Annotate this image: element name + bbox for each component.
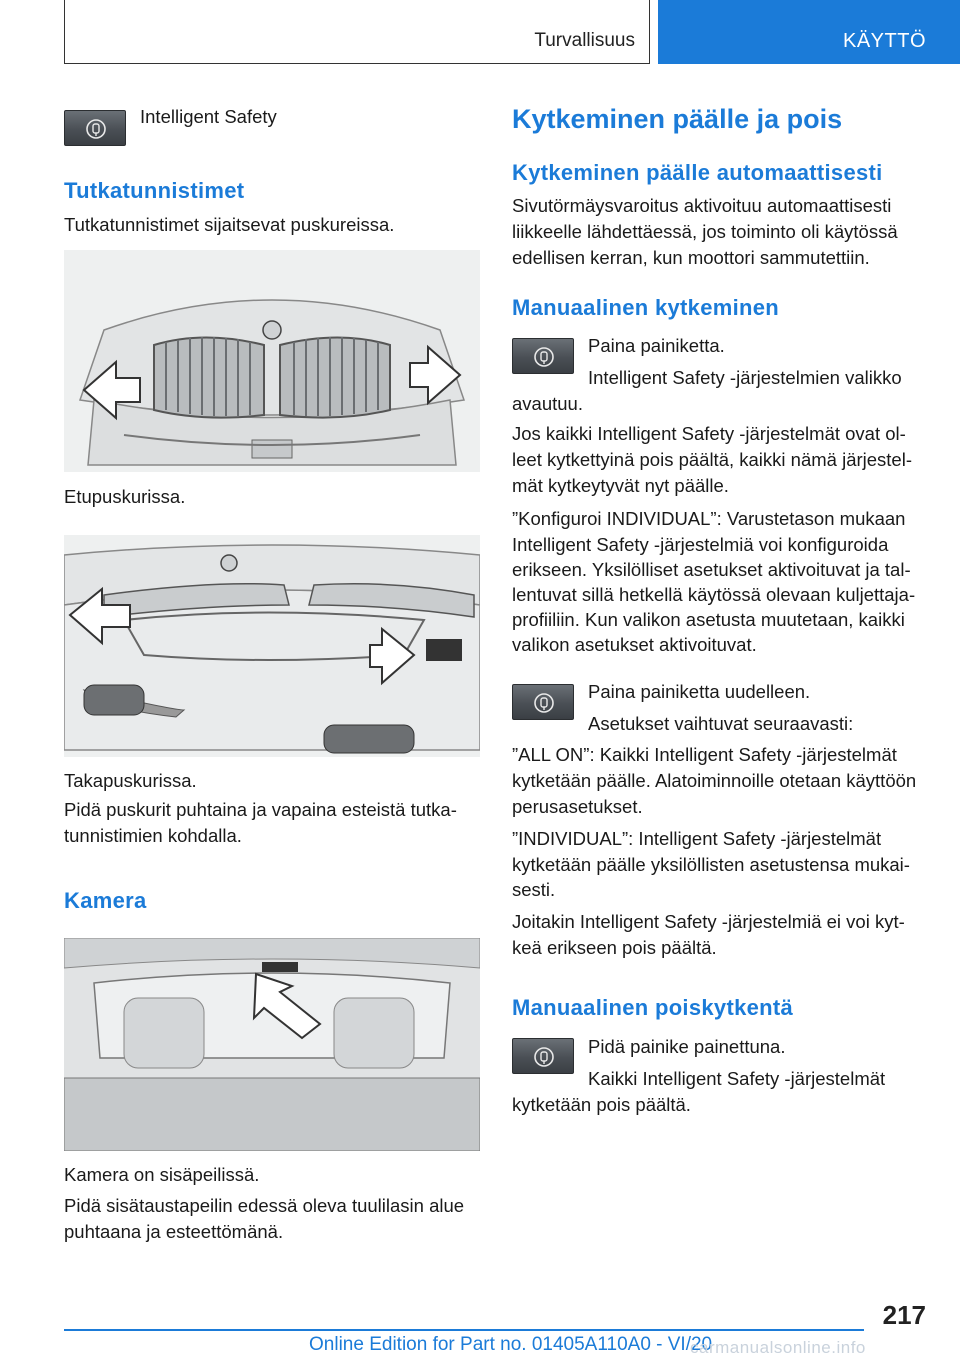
some-line-1: Joitakin Intelligent Safety -järjestelmiä ei voi kyt- xyxy=(512,911,905,932)
front-bumper-image xyxy=(64,250,480,472)
button-icon-step3 xyxy=(512,1038,574,1074)
heading-sensors: Tutkatunnistimet xyxy=(64,178,245,203)
configure-line-6: valikon asetukset aktivoituvat. xyxy=(512,634,757,655)
all-text-line-1: Jos kaikki Intelligent Safety -järjestelmät ovat ol- xyxy=(512,423,906,444)
sensors-text: Tutkatunnistimet sijaitsevat puskureissa. xyxy=(64,214,395,235)
button-icon-step1 xyxy=(512,338,574,374)
clean-text-line-1: Pidä puskurit puhtaina ja vapaina esteistä tutka- xyxy=(64,799,457,820)
footer-edition: Online Edition for Part no. 01405A110A0 - VI/20 xyxy=(309,1334,713,1355)
step2-result: Asetukset vaihtuvat seuraavasti: xyxy=(588,713,854,734)
caption-camera: Kamera on sisäpeilissä. xyxy=(64,1164,260,1185)
individual-line-3: sesti. xyxy=(512,879,556,900)
camera-text-line-1: Pidä sisätaustapeilin edessä oleva tuulilasin alue xyxy=(64,1195,465,1216)
heading-camera: Kamera xyxy=(64,888,147,913)
heading-off: Manuaalinen poiskytkentä xyxy=(512,995,794,1020)
clean-text-line-2: tunnistimien kohdalla. xyxy=(64,825,242,846)
chapter-tab xyxy=(658,0,960,64)
auto-text-line-2: liikkeelle lähdettäessä, jos toiminto oli käytössä xyxy=(512,221,898,242)
configure-line-3: erikseen. Yksilölliset asetukset aktivoituvat ja tal- xyxy=(512,559,911,580)
page-number: 217 xyxy=(882,1300,926,1330)
caption-rear: Takapuskurissa. xyxy=(64,770,197,791)
allon-line-2: kytketään päälle. Alatoiminnoille otetaan käyttöön xyxy=(512,770,917,791)
configure-line-2: Intelligent Safety -järjestelmiä voi konfiguroida xyxy=(512,534,889,555)
camera-text-line-2: puhtaana ja esteettömänä. xyxy=(64,1221,284,1242)
watermark: carmanualsonline.info xyxy=(690,1338,866,1357)
all-text-line-3: mät kytkeytyvät nyt päälle. xyxy=(512,475,729,496)
auto-text-line-1: Sivutörmäysvaroitus aktivoituu automaattisesti xyxy=(512,195,892,216)
footer-rule xyxy=(64,1329,864,1331)
step3-result-line-2: kytketään pois päältä. xyxy=(512,1094,691,1115)
individual-line-2: kytketään päälle yksilöllisten asetustensa mukai- xyxy=(512,854,910,875)
button-icon-step2 xyxy=(512,684,574,720)
step1-result-line-1: Intelligent Safety -järjestelmien valikko xyxy=(588,367,902,388)
heading-manual: Manuaalinen kytkeminen xyxy=(512,295,780,320)
step3-result-line-1: Kaikki Intelligent Safety -järjestelmät xyxy=(588,1068,886,1089)
camera-image xyxy=(64,938,480,1151)
section-title: Turvallisuus xyxy=(534,30,635,51)
running-header-box xyxy=(64,0,650,64)
allon-line-1: ”ALL ON”: Kaikki Intelligent Safety -järjestelmät xyxy=(512,744,897,765)
step2-text: Paina painiketta uudelleen. xyxy=(588,681,811,702)
auto-text-line-3: edellisen kerran, kun moottori sammutettiin. xyxy=(512,247,870,268)
button-caption: Intelligent Safety xyxy=(140,106,277,127)
some-line-2: keä erikseen pois päältä. xyxy=(512,937,717,958)
step1-text: Paina painiketta. xyxy=(588,335,725,356)
caption-front: Etupuskurissa. xyxy=(64,486,186,507)
configure-line-5: profiiliin. Kun valikon asetusta muutetaan, kaikki xyxy=(512,609,905,630)
heading-auto: Kytkeminen päälle automaattisesti xyxy=(512,160,883,185)
individual-line-1: ”INDIVIDUAL”: Intelligent Safety -järjestelmät xyxy=(512,828,882,849)
step1-result-line-2: avautuu. xyxy=(512,393,583,414)
rear-bumper-image xyxy=(64,535,480,757)
all-text-line-2: leet kytkettyinä pois päältä, kaikki nämä järjestel- xyxy=(512,449,912,470)
heading-on-off: Kytkeminen päälle ja pois xyxy=(512,104,843,134)
configure-line-4: lentuvat sillä hetkellä käytössä olevaan kuljettaja- xyxy=(512,584,916,605)
chapter-title: KÄYTTÖ xyxy=(842,30,926,52)
intelligent-safety-button-icon xyxy=(64,110,126,146)
allon-line-3: perusasetukset. xyxy=(512,796,643,817)
step3-text: Pidä painike painettuna. xyxy=(588,1036,786,1057)
configure-line-1: ”Konfiguroi INDIVIDUAL”: Varustetason mukaan xyxy=(512,508,906,529)
